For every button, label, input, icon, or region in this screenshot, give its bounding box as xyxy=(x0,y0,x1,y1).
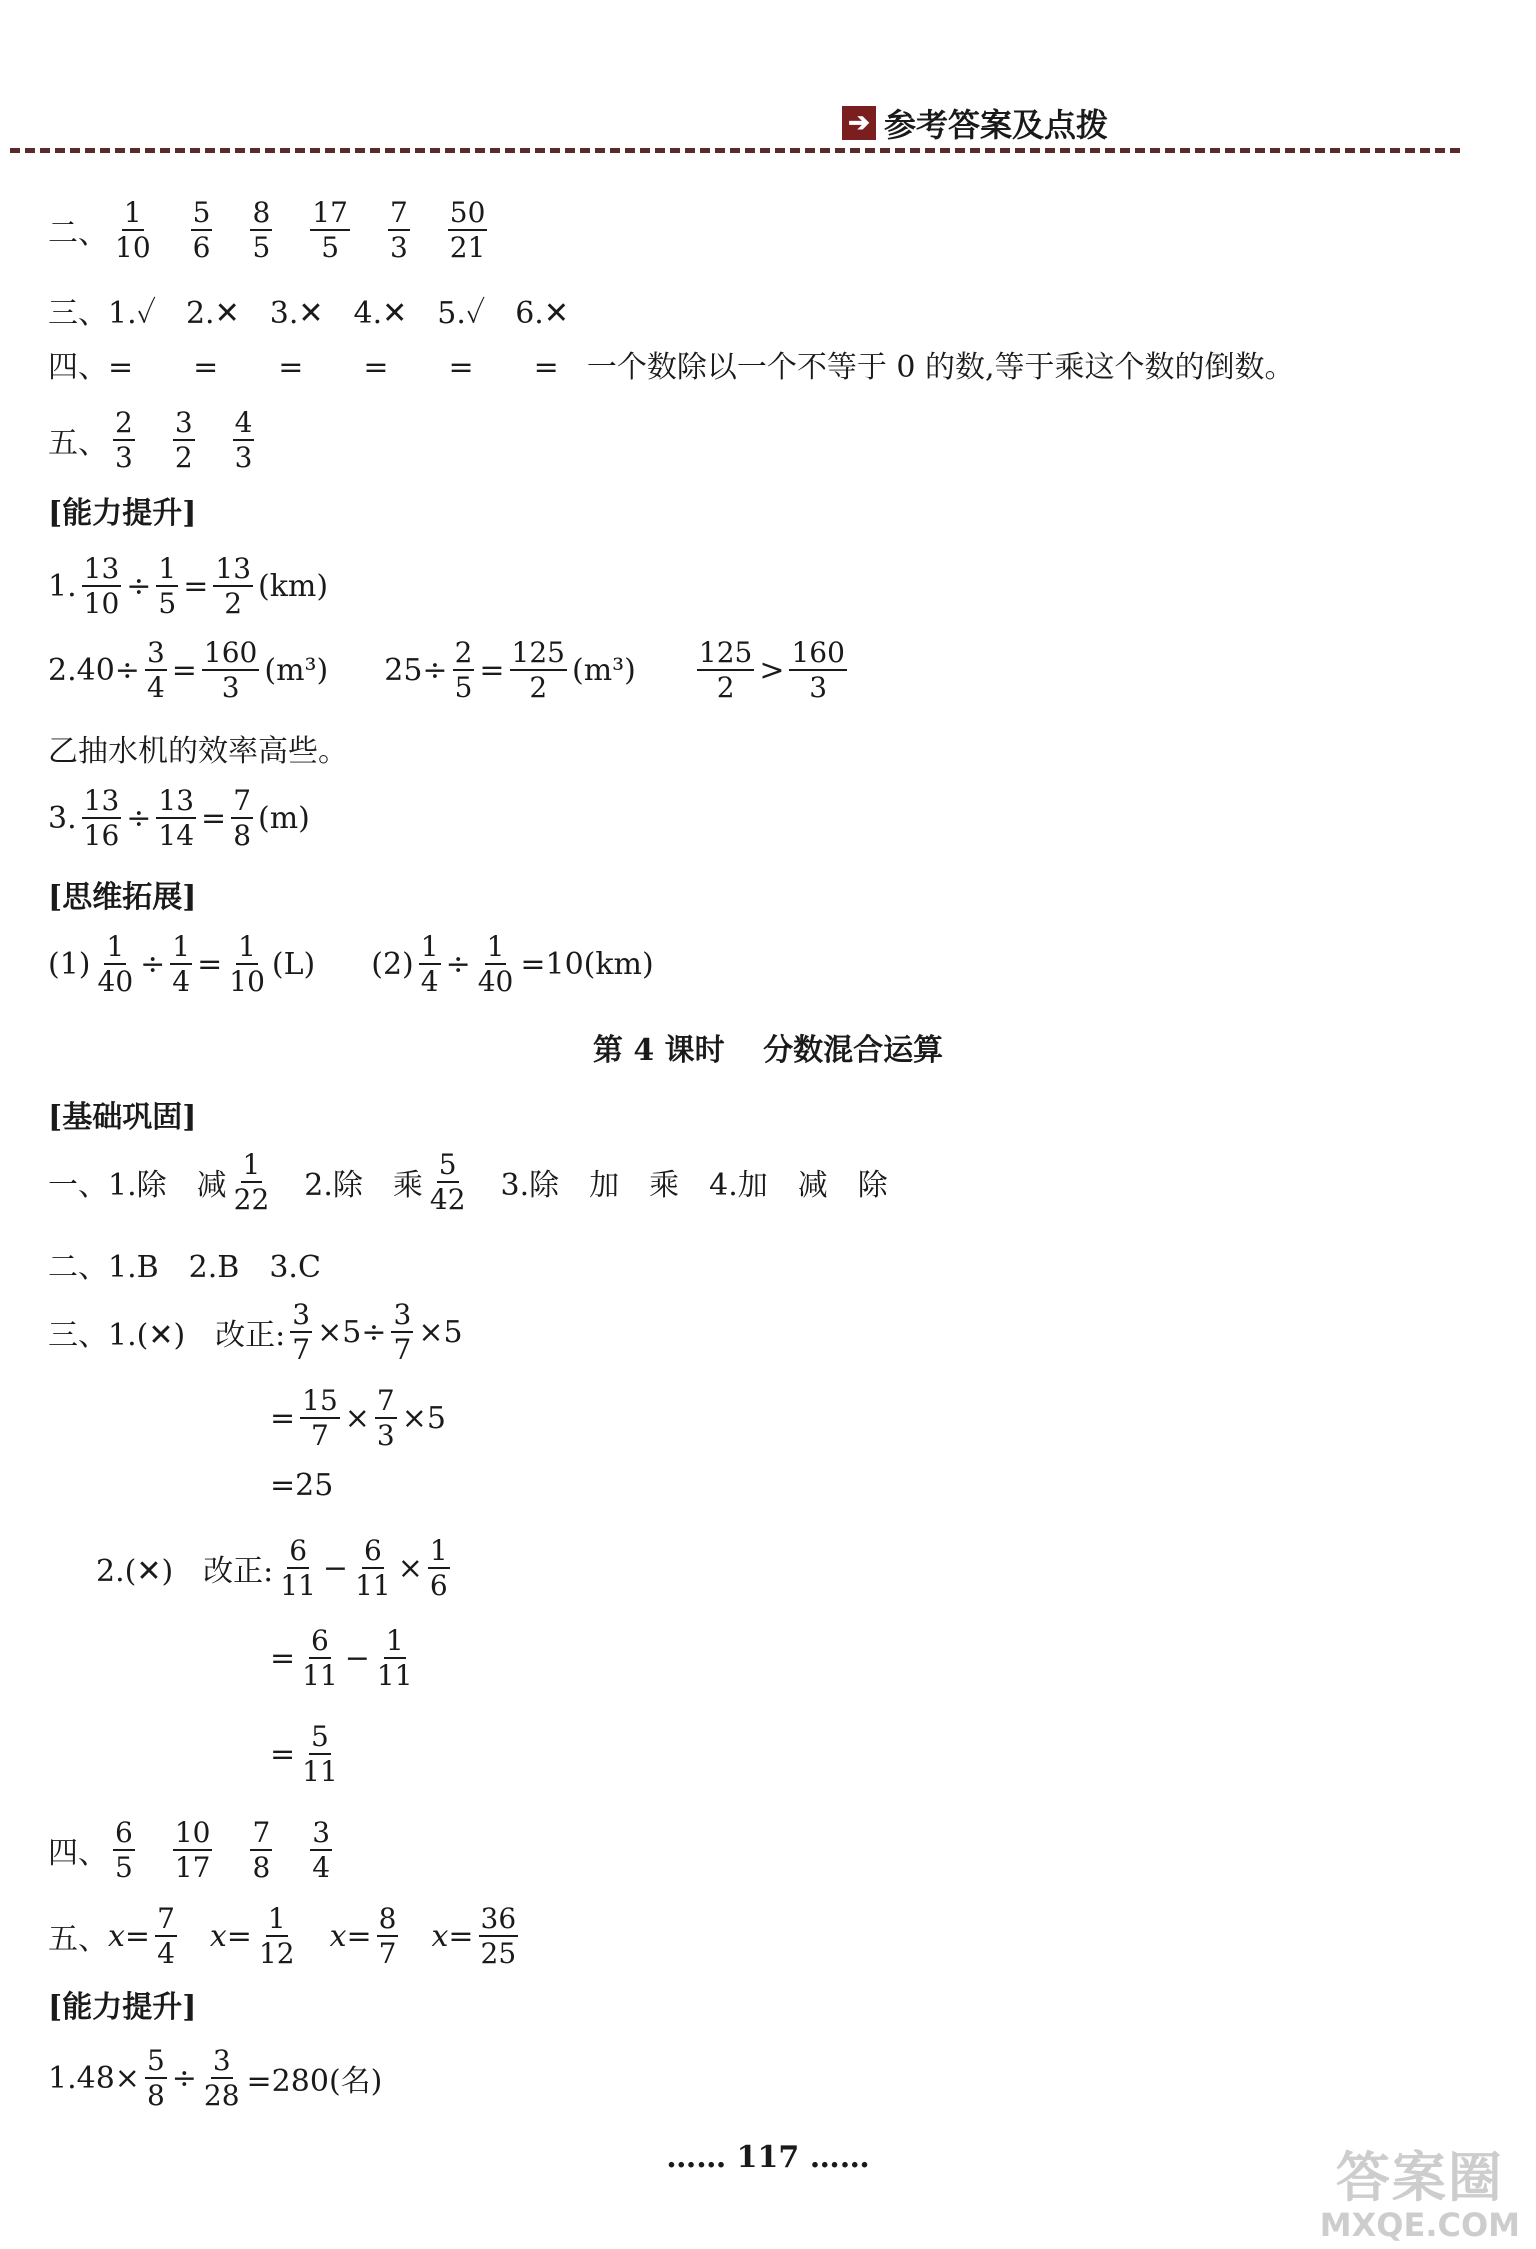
fraction: $\frac{6}{11}$ xyxy=(302,1624,338,1693)
header-title: 参考答案及点拨 xyxy=(884,106,1109,144)
page-header xyxy=(842,100,1108,146)
variable: x= xyxy=(431,1918,474,1954)
fraction: $\frac{5}{42}$ xyxy=(429,1148,466,1217)
fraction: $\frac{1}{40}$ xyxy=(477,930,514,999)
fraction: $\frac{1}{5}$ xyxy=(158,552,177,621)
fraction: $\frac{6}{11}$ xyxy=(280,1534,316,1603)
section-heading: [能力提升] xyxy=(48,496,197,531)
fraction: $\frac{7}{8}$ xyxy=(252,1816,271,1885)
correction-1 xyxy=(48,1300,463,1365)
operator: − xyxy=(344,1640,370,1676)
fraction: $\frac{3}{7}$ xyxy=(292,1298,311,1367)
correction-label: 2.(✕) 改正: xyxy=(96,1554,274,1590)
operator: = xyxy=(201,800,227,836)
expression-part: 2.40÷ xyxy=(48,652,140,688)
answer-line-4b xyxy=(48,1818,337,1883)
fraction: $\frac{3}{4}$ xyxy=(146,636,165,705)
judgement-answers: 三、1.✓ 2.✕ 3.✕ 4.✕ 5.✓ 6.✕ xyxy=(48,296,569,331)
answer-line-4 xyxy=(48,342,1295,386)
operator: = xyxy=(270,1736,296,1772)
section-heading: [基础巩固] xyxy=(48,1100,197,1135)
fraction: $\frac{5}{6}$ xyxy=(192,196,211,265)
fraction: $\frac{7}{4}$ xyxy=(157,1902,175,1971)
operator: ÷ xyxy=(140,946,166,982)
fraction: $\frac{36}{25}$ xyxy=(480,1902,517,1971)
operator: ÷ xyxy=(171,2060,197,2096)
item-prefix: 五、 xyxy=(48,426,108,462)
problem-extension xyxy=(48,932,654,997)
fraction: $\frac{7}{3}$ xyxy=(389,196,408,265)
fraction: $\frac{1}{22}$ xyxy=(233,1148,270,1217)
lesson-title xyxy=(0,1025,1536,1069)
fraction: $\frac{3}{4}$ xyxy=(312,1816,331,1885)
arrow-right-icon: ➔ xyxy=(842,106,876,140)
expression-part: ×5÷ xyxy=(317,1314,387,1350)
answer-line-3 xyxy=(48,288,569,332)
operator: = xyxy=(479,652,505,688)
correction-2-result xyxy=(270,1722,345,1787)
correction-2-step xyxy=(270,1626,420,1691)
lesson-number: 第 4 课时 xyxy=(592,1033,725,1068)
fraction: $\frac{2}{3}$ xyxy=(115,406,133,475)
result: =280(名) xyxy=(246,2064,383,2100)
operator: = xyxy=(270,1640,296,1676)
item-prefix: 四、 xyxy=(48,350,108,385)
variable: x= xyxy=(108,1918,151,1954)
header-divider xyxy=(10,148,1460,153)
correction-label: 三、1.(✕) 改正: xyxy=(48,1318,286,1354)
answer-line-5 xyxy=(48,408,259,473)
lesson-name: 分数混合运算 xyxy=(763,1033,944,1068)
choice-answers: 二、1.B 2.B 3.C xyxy=(48,1250,321,1285)
answer-line-5b xyxy=(48,1904,523,1969)
correction-1-result xyxy=(270,1468,333,1503)
answer-text: 3.除 加 乘 4.加 减 除 xyxy=(500,1168,888,1204)
item-prefix: 二、 xyxy=(48,216,108,252)
unit: (L) xyxy=(271,946,316,982)
fraction: $\frac{3}{28}$ xyxy=(203,2044,240,2113)
expression-part: 1.48× xyxy=(48,2060,140,2096)
watermark-logo: 答案圈 xyxy=(1335,2146,1504,2210)
operator: = xyxy=(270,1400,296,1436)
operator: = xyxy=(183,568,209,604)
result: =25 xyxy=(270,1468,334,1503)
problem-2 xyxy=(48,638,852,703)
operator: ÷ xyxy=(445,946,471,982)
expression-part: ×5 xyxy=(401,1400,446,1436)
fraction: $\frac{1}{40}$ xyxy=(97,930,134,999)
fraction: $\frac{125}{2}$ xyxy=(511,636,565,705)
equal-signs: = = = = = = xyxy=(108,350,559,385)
fraction: $\frac{8}{5}$ xyxy=(252,196,271,265)
problem-number: 1. xyxy=(48,568,77,604)
operator: × xyxy=(397,1550,423,1586)
operator: ÷ xyxy=(126,568,152,604)
variable: x= xyxy=(209,1918,252,1954)
fraction: $\frac{6}{11}$ xyxy=(355,1534,391,1603)
section-heading: [思维拓展] xyxy=(48,880,197,915)
problem-1 xyxy=(48,554,328,619)
page-number: …… 117 …… xyxy=(666,2140,870,2175)
fraction: $\frac{125}{2}$ xyxy=(698,636,753,705)
section-heading: [能力提升] xyxy=(48,1990,197,2025)
answer-text: 一、1.除 减 xyxy=(48,1168,227,1204)
item-prefix: 五、 xyxy=(48,1922,108,1958)
fraction: $\frac{15}{7}$ xyxy=(302,1384,338,1453)
fraction: $\frac{160}{3}$ xyxy=(791,636,845,705)
fraction: $\frac{13}{2}$ xyxy=(215,552,252,621)
fraction: $\frac{8}{7}$ xyxy=(378,1902,397,1971)
fraction: $\frac{1}{10}$ xyxy=(115,196,151,265)
fraction: $\frac{7}{8}$ xyxy=(233,784,252,853)
problem-number: 3. xyxy=(48,800,77,836)
fraction: $\frac{1}{6}$ xyxy=(429,1534,448,1603)
answer-line-1 xyxy=(48,1150,888,1215)
fraction: $\frac{3}{7}$ xyxy=(393,1298,412,1367)
variable: x= xyxy=(329,1918,372,1954)
fraction: $\frac{5}{8}$ xyxy=(146,2044,165,2113)
fraction: $\frac{6}{5}$ xyxy=(115,1816,133,1885)
unit: (km) xyxy=(258,568,329,604)
unit: (m³) xyxy=(264,652,329,688)
correction-1-step xyxy=(270,1386,446,1451)
fraction: $\frac{1}{4}$ xyxy=(420,930,439,999)
fraction: $\frac{17}{5}$ xyxy=(312,196,348,265)
unit: (m) xyxy=(258,800,310,836)
fraction: $\frac{1}{4}$ xyxy=(172,930,191,999)
fraction: $\frac{1}{12}$ xyxy=(258,1902,295,1971)
sub-number: (2) xyxy=(371,946,414,982)
correction-2 xyxy=(96,1536,455,1601)
operator: = xyxy=(171,652,197,688)
fraction: $\frac{160}{3}$ xyxy=(203,636,258,705)
answer-text: 2.除 乘 xyxy=(304,1168,423,1204)
operator: > xyxy=(759,652,785,688)
rule-text: 一个数除以一个不等于 0 的数,等于乘这个数的倒数。 xyxy=(586,350,1295,385)
watermark xyxy=(1320,2148,1520,2243)
fraction: $\frac{10}{17}$ xyxy=(174,1816,211,1885)
fraction: $\frac{13}{16}$ xyxy=(83,784,120,853)
result: =10(km) xyxy=(520,946,654,982)
fraction: $\frac{4}{3}$ xyxy=(234,406,253,475)
fraction: $\frac{13}{14}$ xyxy=(158,784,195,853)
expression-part: ×5 xyxy=(418,1314,463,1350)
answer-line-2 xyxy=(48,198,492,263)
fraction: $\frac{1}{10}$ xyxy=(229,930,265,999)
operator: ÷ xyxy=(126,800,152,836)
watermark-url: MXQE.COM xyxy=(1319,2205,1520,2244)
operator: − xyxy=(322,1550,349,1586)
expression-part: 25÷ xyxy=(384,652,448,688)
fraction: $\frac{1}{11}$ xyxy=(376,1624,413,1693)
fraction: $\frac{5}{11}$ xyxy=(302,1720,338,1789)
problem-2-conclusion xyxy=(48,726,348,770)
problem-final xyxy=(48,2046,382,2111)
conclusion-text: 乙抽水机的效率高些。 xyxy=(48,734,348,769)
sub-number: (1) xyxy=(48,946,91,982)
fraction: $\frac{2}{5}$ xyxy=(454,636,473,705)
fraction: $\frac{7}{3}$ xyxy=(376,1384,395,1453)
operator: × xyxy=(344,1400,370,1436)
unit: (m³) xyxy=(571,652,636,688)
problem-3 xyxy=(48,786,310,851)
answer-line-2b xyxy=(48,1242,321,1286)
fraction: $\frac{50}{21}$ xyxy=(449,196,486,265)
item-prefix: 四、 xyxy=(48,1836,108,1872)
operator: = xyxy=(197,946,223,982)
fraction: $\frac{13}{10}$ xyxy=(83,552,120,621)
fraction: $\frac{3}{2}$ xyxy=(174,406,193,475)
